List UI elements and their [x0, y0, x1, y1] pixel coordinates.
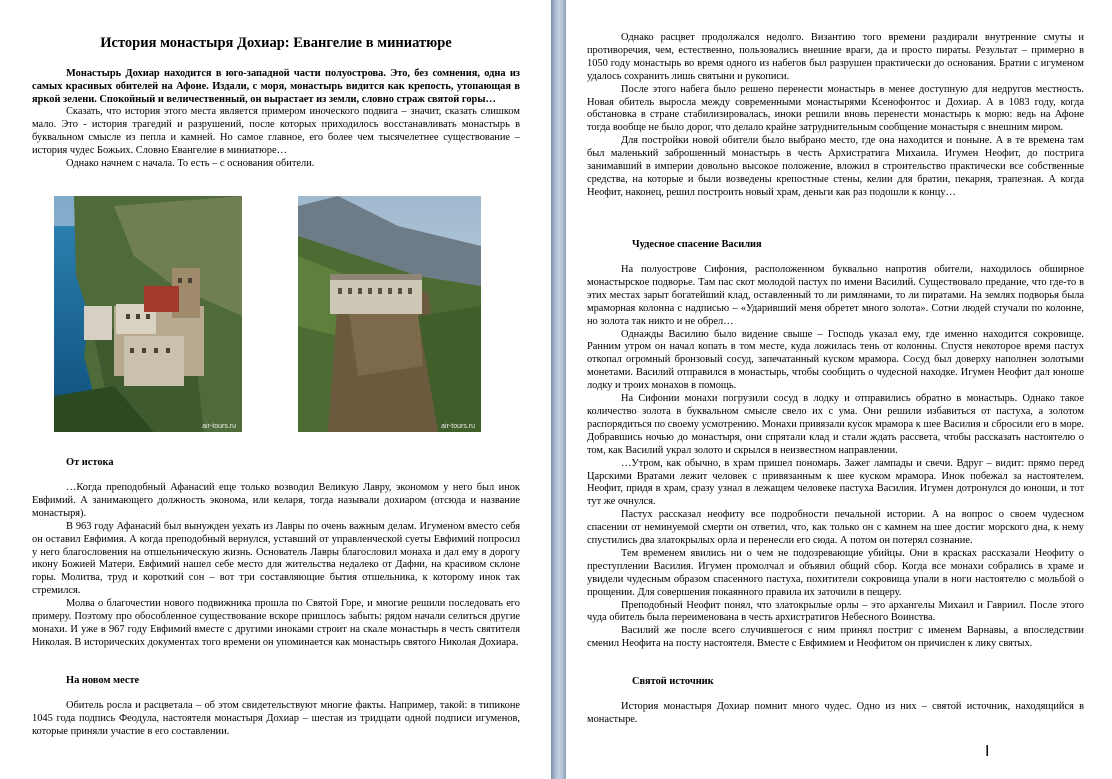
paragraph: Однако расцвет продолжался недолго. Византию того времени раздирали внутренние смуты и противоречия, чем, естественно, пользовались внешние враги, да и просто пираты. Результат – примерно в 1050 году монастырь во время одного из набегов был разрушен практически до основания. Братии с игуменом удалось сохранить лишь святыни и рукописи. [587, 32, 1084, 82]
paragraph: Преподобный Неофит понял, что златокрылые орлы – это архангелы Михаил и Гавриил. После этого чуда обитель была переименована в честь архистратигов Небесного Воинства. [587, 599, 1084, 624]
paragraph: Сказать, что история этого места является примером иноческого подвига – значит, сказать слишком мало. Это - история трагедий и разрушений, после которых приходилось восстанавливать монастырь в буквальном смысле из пепла и камней. Но самое главное, его более чем тысячелетнее существование – история чудес Божьих. Словно Евангелие в миниатюре… [32, 106, 520, 157]
paragraph: Молва о благочестии нового подвижника прошла по Святой Горе, и многие решили последовать его примеру. Поэтому про обособленное существование вскоре пришлось забыть: рядом начали селиться другие монахи. И уже в 967 году Евфимий вместе с другими иноками строит на скале монастырь в честь святителя Николая. В исторических документах того времени он упоминается как монастырь святого Николая Дохиара. [32, 598, 520, 648]
paragraph: После этого набега было решено перенести монастырь в менее доступную для недругов местность. Новая обитель выросла между современными монастырями Ксенофонтос и Дохиар. А в 1083 году, когда обстановка в стране стабилизировалась, иноки решили вновь перенести монастырь к морю: ведь на Афоне тогда вообще не было дорог, что делало крайне затруднительным сообщение монастыря с внешним миром. [587, 83, 1084, 134]
paragraph: Василий же после всего случившегося с ним принял постриг с именем Варнавы, а впоследствии сменил Неофита на посту настоятеля. Вместе с Евфимием и Неофитом он причислен к лику святых. [587, 625, 1084, 650]
paragraph: Однако начнем с начала. То есть – с основания обители. [66, 158, 315, 170]
photo-watermark: air-tours.ru [441, 423, 475, 430]
text-cursor-icon: I [985, 743, 990, 760]
right-page[interactable] [566, 0, 1112, 779]
paragraph: Тем временем явились ни о чем не подозревающие убийцы. Они в красках рассказали Неофиту о преступлении Василия. Игумен промолчал и объявил общий сбор. Когда все монахи собрались в храме и увидели чудесным образом спасенного пастуха, похитители сокровища упали в ноги настоятелю с мольбой о прощении. Для совершения покаянного правила их заточили в пещеру. [587, 547, 1084, 598]
monastery-photo-coast[interactable] [54, 196, 242, 432]
paragraph: История монастыря Дохиар помнит много чудес. Одно из них – святой источник, находящийся в монастыре. [587, 701, 1084, 725]
monastery-coast-image [54, 196, 242, 432]
paragraph: На Сифонии монахи погрузили сосуд в лодку и отправились обратно в монастырь. Однако такое количество золота в буквальном смысле свело их с ума. Они решили избавиться от пастуха, а золотом распорядиться по своему усмотрению. Монахи привязали кусок мрамора к шее Василия и сбросили его в море. Добравшись ночью до монастыря, они спрятали клад и стали ждать рассвета, чтобы рассказать настоятелю о том, как Василий украл золото и скрылся в неизвестном направлении. [587, 393, 1084, 456]
section-heading-rescue: Чудесное спасение Василия [632, 239, 762, 250]
section-heading-spring: Святой источник [632, 676, 714, 687]
paragraph: Для постройки новой обители было выбрано место, где она находится и поныне. А в те времена там был маленький заброшенный монастырь в честь Архистратига Михаила. Игумен Неофит, до пострига занимавший в империи довольно высокое положение, вложил в строительство практически все собственные средства, на которые и были возведены крепостные стены, келии для братии, пекарня, трапезная. А когда Неофит, наконец, решил построить новый храм, деньги как раз подошли к концу… [587, 135, 1084, 198]
paragraph: Обитель росла и расцветала – об этом свидетельствуют многие факты. Например, такой: в типиконе 1045 года подпись Феодула, настоятеля монастыря Дохиар – шестая из тридцати одной подписи игуменов, которые приняли участие в его составлении. [32, 700, 520, 737]
paragraph: В 963 году Афанасий был вынужден уехать из Лавры по очень важным делам. Игуменом вместо себя он оставил Евфимия. А когда преподобный вернулся, уставший от управленческой суеты Евфимий попросил у него благословения на отшельническую жизнь. Основатель Лавры благословил монаха и дал ему в дорогу икону Божией Матери. Евфимий нашел себе место для жительства недалеко от Дафни, на красивом склоне горы. Молитва, труд и короткий сон – вот три составляющие бытия отшельника, к которому инок так стремился. [32, 520, 520, 597]
section-heading-new-place: На новом месте [66, 675, 140, 686]
document-title: История монастыря Дохиар: Евангелие в миниатюре [100, 35, 452, 51]
monastery-cliff-image [298, 196, 481, 432]
paragraph: Пастух рассказал неофиту все подробности печальной истории. А на вопрос о своем чудесном спасении от неминуемой смерти он ответил, что, как только он с камнем на шее достиг морского дна, к нему спустились два златокрылых орла и перенесли его сюда. А потом он потерял сознание. [587, 509, 1084, 547]
page-gutter [551, 0, 566, 779]
photo-watermark: air-tours.ru [202, 423, 236, 430]
paragraph: На полуострове Сифония, расположенном буквально напротив обители, находилось обширное монастырское подворье. Там пас скот молодой пастух по имени Василий. Существовало предание, что где-то в этих местах зарыт богатейший клад, оставленный то ли римлянами, то ли пиратами. На землях подворья была мраморная колонна с надписью – «Ударивший меня обретет много золота». Сотни людей стучали по колонне, но золота так никто и не обрел… [587, 264, 1084, 327]
left-page[interactable] [0, 0, 551, 779]
lead-paragraph: Монастырь Дохиар находится в юго-западной части полуострова. Это, без сомнения, одна из самых красивых обителей на Афоне. Издали, с моря, монастырь видится как крепость, утопающая в яркой зелени. Спокойный и величественный, он вырастает из земли, словно страж святой горы… [32, 68, 520, 105]
paragraph: …Когда преподобный Афанасий еще только возводил Великую Лавру, экономом у него был инок Евфимий. А занимающего должность эконома, или келаря, тогда называли дохиаром (отсюда и название монастыря). [32, 482, 520, 519]
paragraph: Однажды Василию было видение свыше – Господь указал ему, где именно находится сокровище. Ранним утром он начал копать в том месте, куда ложилась тень от колонны. Спустя некоторое время пастух откопал огромный бронзовый сосуд, запечатанный куском мрамора. Сосуд был доверху наполнен золотыми монетами. Василий отправился в монастырь, чтобы сообщить о чудесной находке. Игумен Неофит дал юноше лодку и троих монахов в помощь. [587, 328, 1084, 392]
monastery-photo-cliff[interactable] [298, 196, 481, 432]
paragraph: …Утром, как обычно, в храм пришел пономарь. Зажег лампады и свечи. Вдруг – видит: прямо перед Царскими Вратами лежит человек с привязанным к шее куском мрамора. Инок побежал за настоятелем. Неофит, придя в храм, сразу узнал в лежащем человеке пастуха Василия. Игумен дотронулся до юноши, и тот тут же очнулся. [587, 457, 1084, 508]
section-heading-origin: От истока [66, 457, 114, 468]
